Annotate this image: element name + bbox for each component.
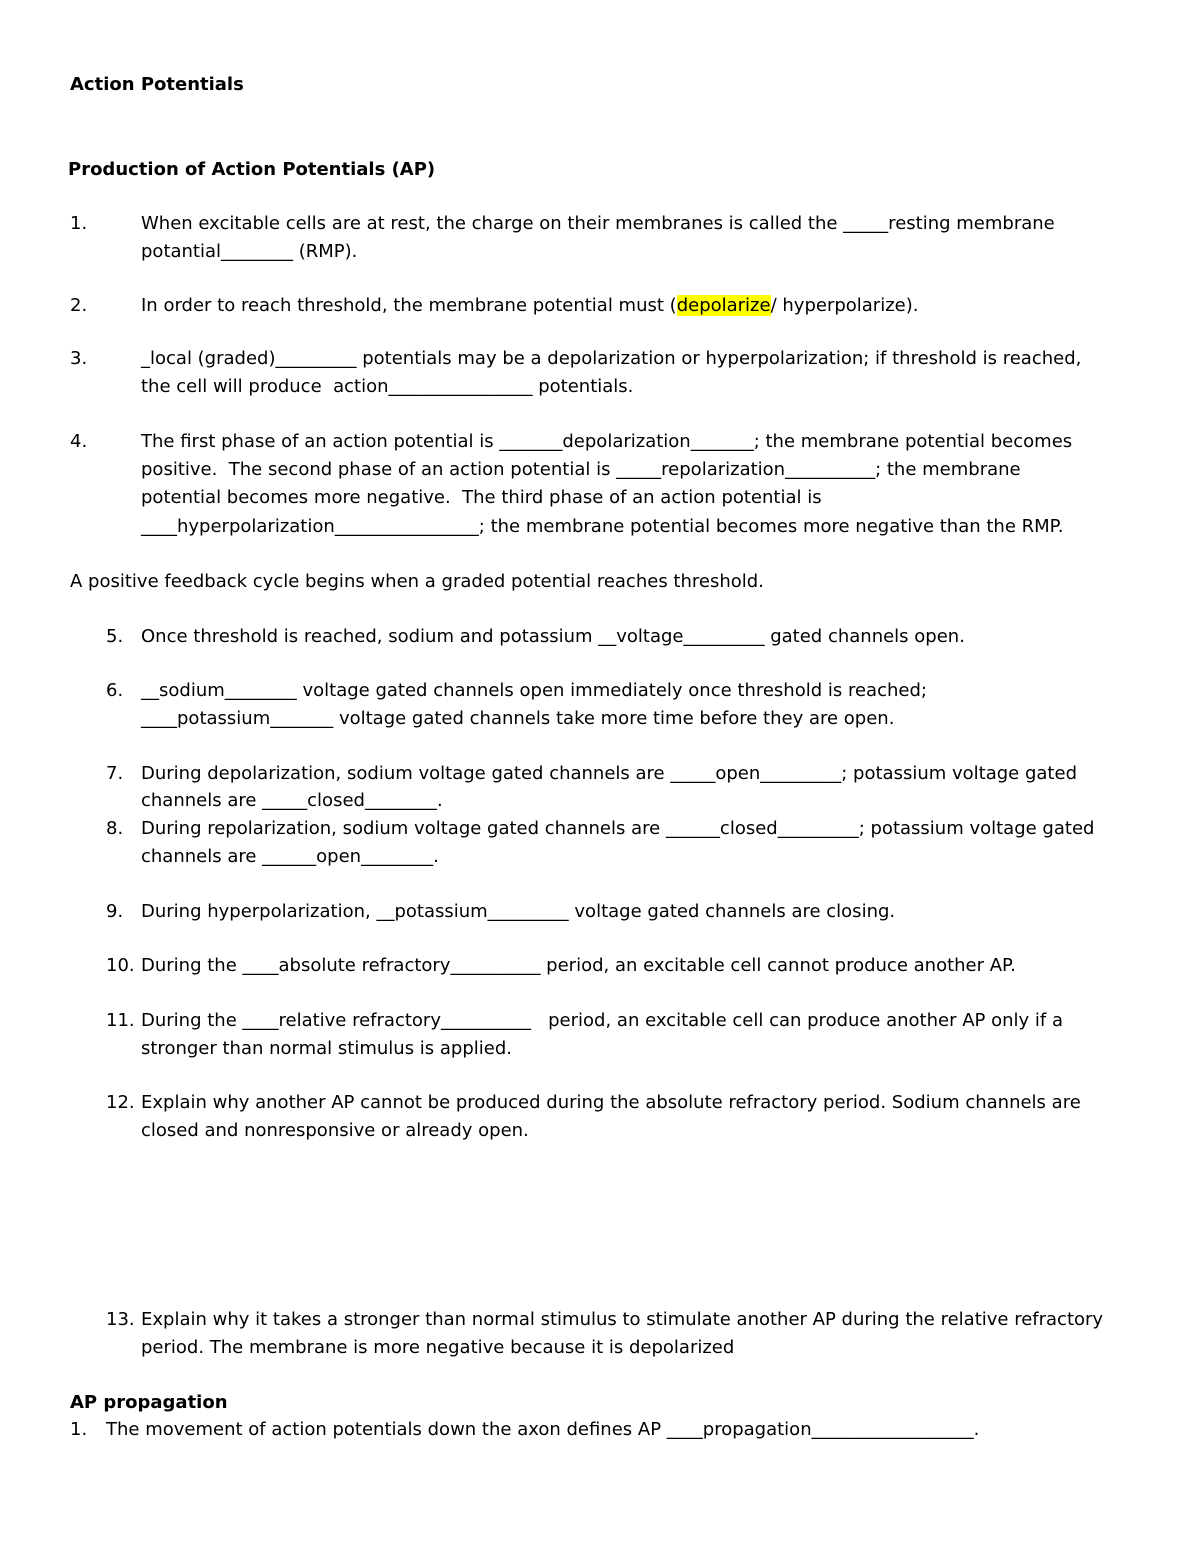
item-text: channels are _____closed________. (141, 790, 443, 811)
item-number: 13. (106, 1309, 135, 1330)
item-number: 12. (106, 1092, 135, 1113)
item-text: The first phase of an action potential is _______depolarization_______; the membrane potential becomes (141, 431, 1073, 452)
item-text: During the ____absolute refractory__________ period, an excitable cell cannot produce another AP. (141, 955, 1016, 976)
item-text: _local (graded)_________ potentials may be a depolarization or hyperpolarization; if threshold is reached, (141, 348, 1082, 369)
item-text: When excitable cells are at rest, the charge on their membranes is called the _____resting membrane (141, 213, 1055, 234)
doc-title: Action Potentials (70, 74, 244, 95)
item-text: __sodium________ voltage gated channels open immediately once threshold is reached; (141, 680, 927, 701)
item-text: closed and nonresponsive or already open. (141, 1120, 529, 1141)
item-number: 9. (106, 901, 124, 922)
feedback-note: A positive feedback cycle begins when a graded potential reaches threshold. (70, 571, 764, 592)
item-text: Once threshold is reached, sodium and potassium __voltage_________ gated channels open. (141, 626, 965, 647)
item-number: 11. (106, 1010, 135, 1031)
item-number: 10. (106, 955, 135, 976)
item-number: 3. (70, 348, 88, 369)
item-text: period. The membrane is more negative because it is depolarized (141, 1337, 735, 1358)
item-number: 1. (70, 213, 88, 234)
item-number: 8. (106, 818, 124, 839)
item-text: During depolarization, sodium voltage gated channels are _____open_________; potassium voltage gated (141, 763, 1077, 784)
item-text: Explain why it takes a stronger than normal stimulus to stimulate another AP during the relative refractory (141, 1309, 1104, 1330)
item-text: During hyperpolarization, __potassium_________ voltage gated channels are closing. (141, 901, 896, 922)
highlighted-answer: depolarize (676, 295, 771, 316)
section-title-propagation: AP propagation (70, 1392, 228, 1413)
item-number: 1. (70, 1419, 88, 1440)
item-number: 4. (70, 431, 88, 452)
item-text: channels are ______open________. (141, 846, 439, 867)
item-text: stronger than normal stimulus is applied. (141, 1038, 512, 1059)
item-number: 7. (106, 763, 124, 784)
item-number: 5. (106, 626, 124, 647)
item-text: potantial________ (RMP). (141, 241, 358, 262)
item-text: During the ____relative refractory__________ period, an excitable cell can produce another AP only if a (141, 1010, 1063, 1031)
section-title-production: Production of Action Potentials (AP) (68, 159, 436, 180)
text-before-highlight: In order to reach threshold, the membrane potential must ( (141, 295, 677, 316)
item-text: ____potassium_______ voltage gated channels take more time before they are open. (141, 708, 895, 729)
item-text: the cell will produce action________________ potentials. (141, 376, 634, 397)
text-after-highlight: / hyperpolarize). (770, 295, 919, 316)
item-text: The movement of action potentials down the axon defines AP ____propagation__________________. (106, 1419, 980, 1440)
item-text: ____hyperpolarization________________; the membrane potential becomes more negative than the RMP. (141, 516, 1064, 537)
item-text: potential becomes more negative. The third phase of an action potential is (141, 487, 822, 508)
item-text: Explain why another AP cannot be produced during the absolute refractory period. Sodium channels are (141, 1092, 1081, 1113)
item-text (141, 294, 918, 318)
item-number: 6. (106, 680, 124, 701)
item-text: positive. The second phase of an action potential is _____repolarization__________; the membrane (141, 459, 1021, 480)
item-text: During repolarization, sodium voltage gated channels are ______closed_________; potassium voltage gated (141, 818, 1095, 839)
item-number: 2. (70, 295, 88, 316)
